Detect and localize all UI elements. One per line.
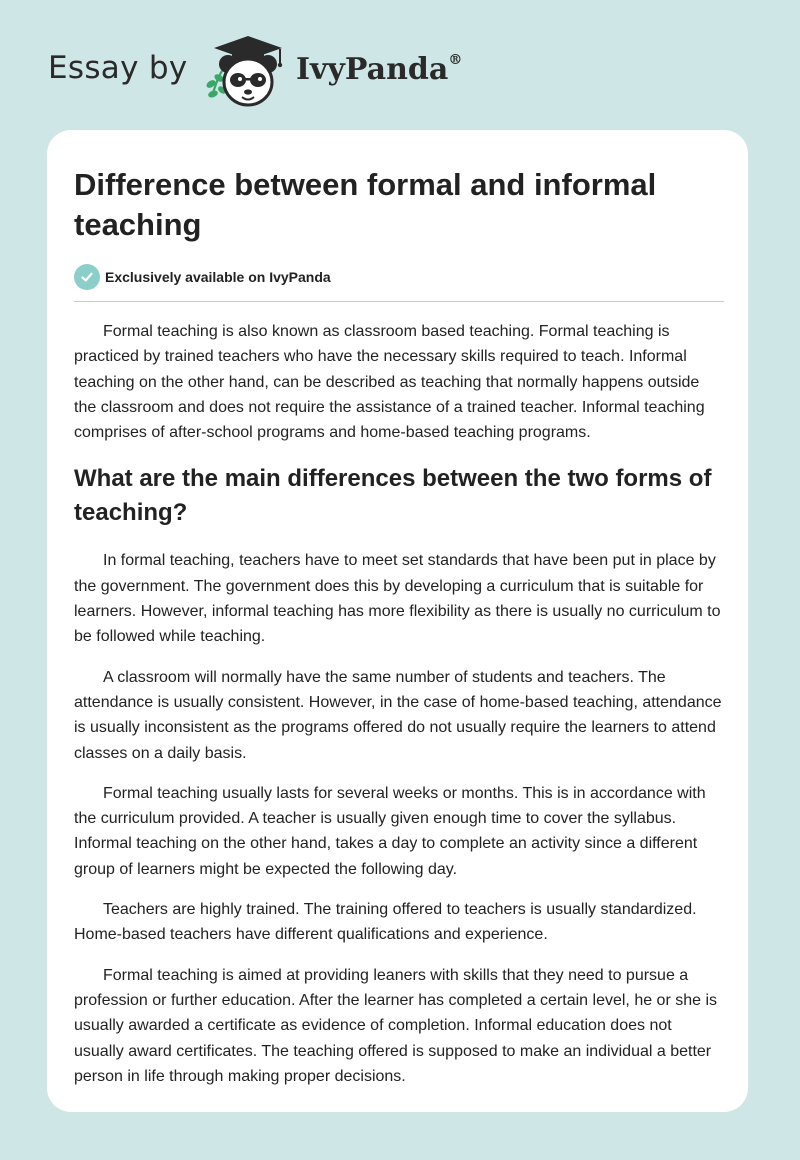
checkmark-icon [74, 264, 100, 290]
section-heading: What are the main differences between the two forms of teaching? [74, 465, 712, 527]
exclusive-badge [74, 263, 724, 291]
body-paragraph: In formal teaching, teachers have to meet set standards that have been put in place by the government. The government does this by developing a curriculum that is suitable for learners. However, informal teaching has more flexibility as there is usually no curriculum to be followed while teaching. [74, 552, 721, 646]
brand-name[interactable]: IvyPanda® [296, 52, 463, 87]
essay-content [74, 165, 724, 1089]
essay-title: Difference between formal and informal teaching [74, 167, 657, 242]
body-paragraph: Formal teaching usually lasts for several weeks or months. This is in accordance with the curriculum provided. A teacher is usually given enough time to cover the syllabus. Informal teaching on the other hand, takes a day to complete an activity since a different group of learners might be expected the following day. [74, 784, 706, 878]
intro-paragraph: Formal teaching is also known as classroom based teaching. Formal teaching is practiced by trained teachers who have the necessary skills required to teach. Informal teaching on the other hand, can be described as teaching that normally happens outside the classroom and does not require the assistance of a trained teacher. Informal teaching comprises of after-school programs and home-based teaching programs. [74, 323, 705, 442]
body-paragraph: Teachers are highly trained. The training offered to teachers is usually standardized. Home-based teachers have different qualifications and experience. [74, 901, 697, 944]
registered-mark: ® [448, 52, 463, 68]
body-paragraph: A classroom will normally have the same number of students and teachers. The attendance is usually consistent. However, in the case of home-based teaching, attendance is usually inconsistent as the programs offered do not usually require the learners to attend classes on a daily basis. [74, 668, 722, 762]
panda-logo-icon[interactable] [202, 34, 294, 112]
essay-card [47, 130, 748, 1112]
site-header [48, 30, 508, 110]
essay-by-label: Essay by [48, 50, 188, 86]
body-paragraph: Formal teaching is aimed at providing leaners with skills that they need to pursue a profession or further education. After the learner has completed a certain level, he or she is usually awarded a certificate as evidence of completion. Informal education does not usually award certificates. The teaching offered is supposed to make an individual a better person in life through making proper decisions. [74, 966, 718, 1085]
divider [74, 301, 724, 302]
exclusive-badge-label: Exclusively available on IvyPanda [105, 269, 331, 285]
